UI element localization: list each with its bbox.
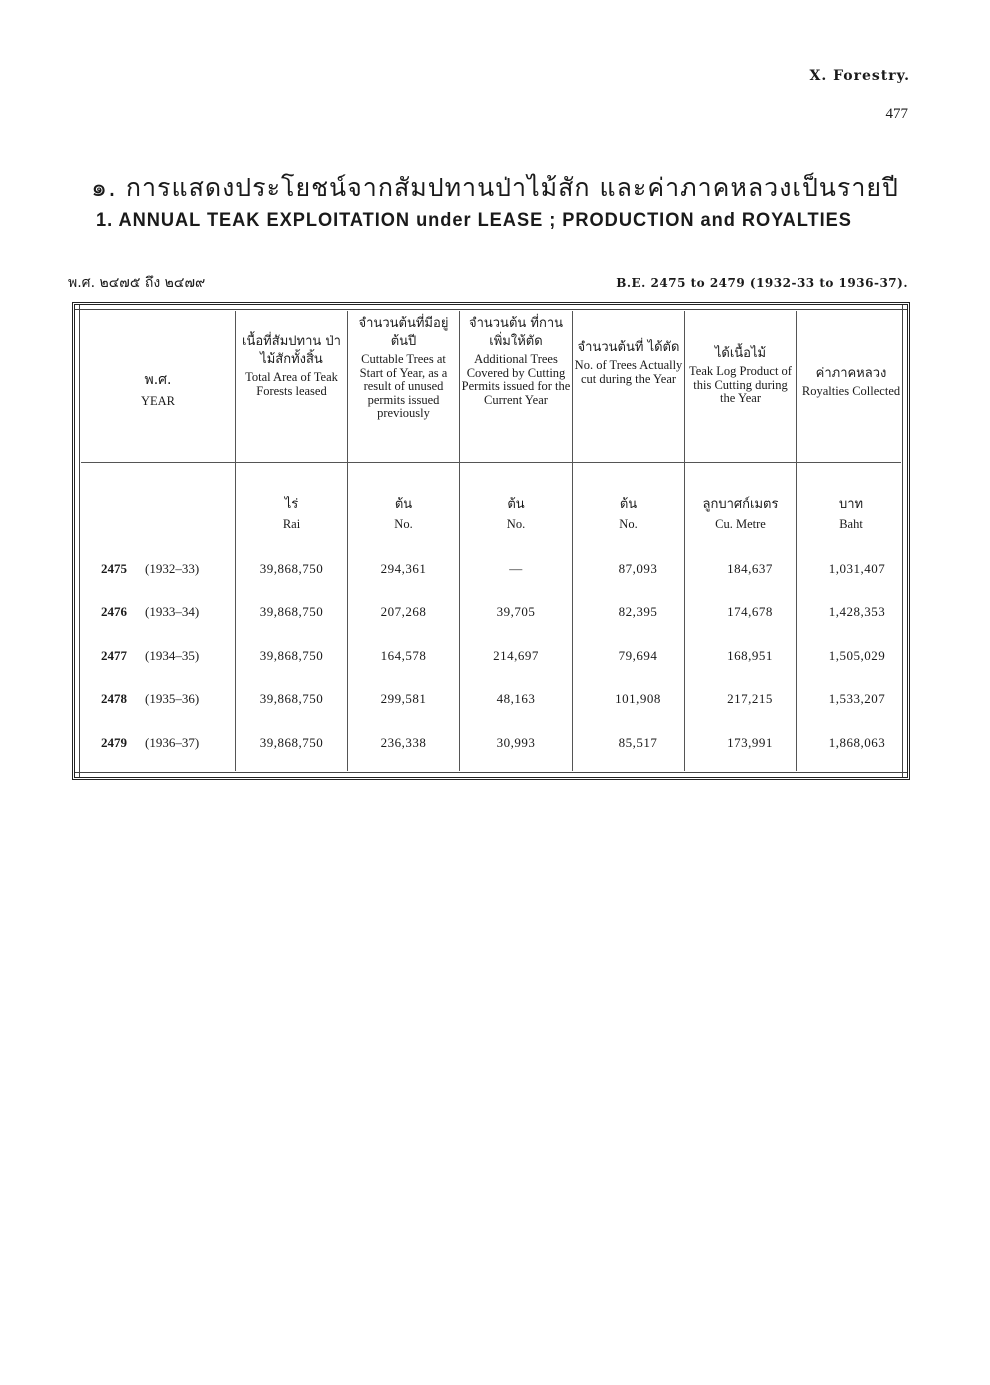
year-be: 2476 [101,604,127,619]
year-ad: (1934–35) [145,648,200,663]
cuttable-value: 236,338 [380,735,427,750]
header-area [236,333,347,398]
header-cuttable-thai: จำนวนต้นที่มีอยู่ ต้นปี [358,316,449,349]
year-ad: (1935–36) [145,691,200,706]
royalties-value: 1,031,407 [828,561,886,576]
header-logs-eng: Teak Log Product of this Cutting during the Year [689,364,792,405]
period-be: B.E. 2475 to 2479 (1932-33 to 1936-37). [616,276,908,290]
logs-value: 173,991 [727,735,773,750]
header-royalties-eng: Royalties Collected [801,384,901,398]
unit-cuttable: ต้น No. [394,497,413,531]
cut-value: 85,517 [618,735,658,750]
table-row [75,646,907,666]
header-additional-eng: Additional Trees Covered by Cutting Permits issued for the Current Year [461,352,571,407]
royalties-value: 1,505,029 [828,648,886,663]
year-be: 2479 [101,735,127,750]
year-be: 2477 [101,648,127,663]
area-value: 39,868,750 [259,691,324,706]
header-additional [460,315,572,407]
unit-cut: ต้น No. [619,497,638,531]
unit-logs: ลูกบาศก์เมตร Cu. Metre [702,497,779,531]
period-thai: พ.ศ. ๒๔๗๕ ถึง ๒๔๗๙ [68,275,206,291]
additional-value: — [509,561,523,576]
year-ad: (1936–37) [145,735,200,750]
logs-value: 174,678 [727,604,773,619]
header-cuttable-eng: Cuttable Trees at Start of Year, as a result of unused permits issued previously [359,352,448,420]
header-cut [573,339,684,386]
cut-value: 79,694 [618,648,658,663]
area-value: 39,868,750 [259,561,324,576]
unit-royalties: บาท Baht [838,497,864,531]
cuttable-value: 207,268 [380,604,427,619]
logs-value: 217,215 [727,691,773,706]
area-value: 39,868,750 [259,648,324,663]
year-be: 2478 [101,691,127,706]
cuttable-value: 164,578 [380,648,427,663]
area-value: 39,868,750 [259,735,324,750]
title-thai: ๑. การแสดงประโยชน์จากสัมปทานป่าไม้สัก และค่าภาคหลวงเป็นรายปี [91,173,899,202]
year-ad: (1932–33) [145,561,200,576]
logs-value: 184,637 [727,561,773,576]
cuttable-value: 299,581 [380,691,427,706]
year-ad: (1933–34) [145,604,200,619]
header-year [81,371,235,409]
header-logs-thai: ได้เนื้อไม้ [714,346,767,361]
header-year-eng: YEAR [140,394,176,408]
table-row [75,733,907,753]
royalties-value: 1,428,353 [828,604,886,619]
area-value: 39,868,750 [259,604,324,619]
royalties-value: 1,533,207 [828,691,886,706]
unit-area: ไร่ Rai [282,497,301,531]
header-royalties-thai: ค่าภาคหลวง [815,366,887,381]
header-royalties [797,365,905,399]
additional-value: 30,993 [496,735,536,750]
table-row [75,602,907,622]
page-number: 477 [885,106,908,122]
additional-value: 214,697 [493,648,539,663]
additional-value: 39,705 [496,604,536,619]
table-row [75,689,907,709]
header-cuttable [348,315,459,421]
royalties-value: 1,868,063 [828,735,886,750]
additional-value: 48,163 [496,691,536,706]
header-cut-eng: No. of Trees Actually cut during the Year [574,358,683,386]
unit-additional: ต้น No. [506,497,526,531]
title-english: 1. ANNUAL TEAK EXPLOITATION under LEASE ; PRODUCTION and ROYALTIES [96,210,852,231]
header-additional-thai: จำนวนต้น ที่กานเพิ่มให้ตัด [468,316,564,349]
header-logs [685,345,796,406]
table-row [75,559,907,579]
header-area-eng: Total Area of Teak Forests leased [245,370,338,398]
section-label: X. Forestry. [809,68,910,84]
header-area-thai: เนื้อที่สัมปทาน ป่าไม้สักทั้งสิ้น [242,334,341,367]
teak-exploitation-table [72,302,910,780]
cut-value: 82,395 [618,604,658,619]
cut-value: 101,908 [615,691,661,706]
logs-value: 168,951 [727,648,773,663]
cuttable-value: 294,361 [380,561,427,576]
header-cut-thai: จำนวนต้นที่ ได้ตัด [577,340,680,355]
cut-value: 87,093 [618,561,658,576]
year-be: 2475 [101,561,127,576]
header-year-thai: พ.ศ. [144,372,172,388]
